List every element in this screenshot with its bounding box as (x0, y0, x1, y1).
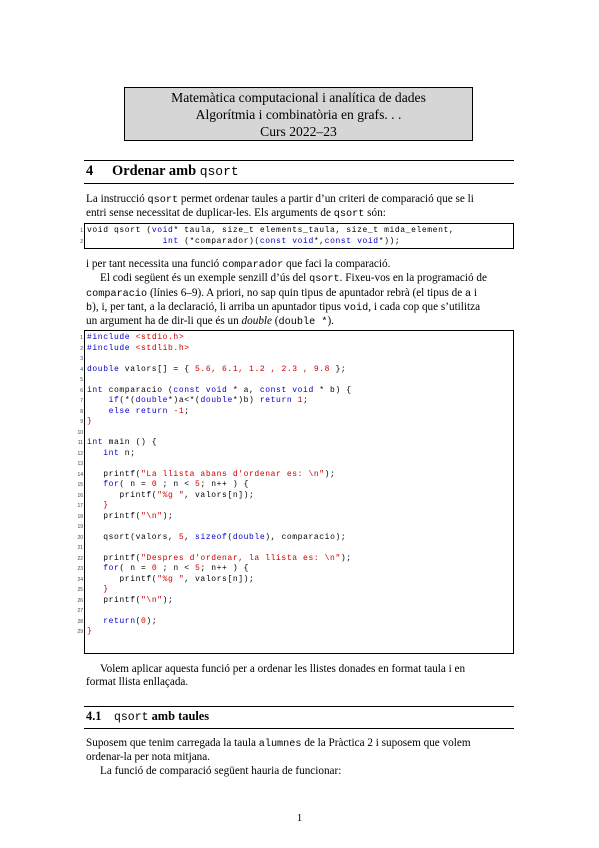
text: permet ordenar taules a partir d’un criteri de comparació que se li (178, 193, 474, 205)
document-title-box (124, 87, 473, 141)
inline-code: qsort (147, 195, 179, 206)
code-line (77, 564, 513, 575)
inline-code: alumnes (258, 739, 302, 750)
text: Volem aplicar aquesta funció per a ordenar les llistes donades en format taula i en (100, 663, 466, 675)
explanation-paragraph (86, 258, 514, 329)
line-number: 18 (77, 513, 83, 520)
line-number: 4 (80, 366, 83, 373)
text: La funció de comparació següent hauria de funcionar: (100, 764, 342, 777)
text: ). (327, 315, 334, 328)
code-text: qsort(valors, 5, sizeof(double), comparacio); (87, 532, 347, 542)
section-rule-top (84, 160, 514, 161)
code-line (80, 333, 513, 344)
code-line (80, 343, 513, 355)
code-text: for( n = 0 ; n < 5; n++ ) { (103, 480, 250, 489)
subsection-number: 4.1 (86, 709, 102, 723)
code-text: else return -1; (108, 406, 190, 416)
text: ( (272, 315, 279, 328)
page-number: 1 (296, 812, 303, 824)
code-line (77, 428, 513, 439)
section-4-1-heading (86, 709, 209, 724)
text: El codi següent és un exemple senzill d’ús del (100, 272, 310, 285)
text: La instrucció (86, 193, 148, 205)
code-line (77, 574, 513, 586)
line-number: 12 (77, 450, 83, 457)
code-line (77, 490, 513, 502)
text: entri sense necessitat de duplicar-les. Els arguments de (86, 207, 334, 220)
code-line (77, 532, 513, 544)
code-line (80, 226, 513, 237)
inline-code: a (465, 288, 472, 300)
code-text: for( n = 0 ; n < 5; n++ ) { (103, 564, 250, 573)
course-year: Curs 2022–23 (260, 124, 337, 139)
inline-code: qsort (333, 209, 365, 221)
line-number: 25 (77, 587, 83, 593)
inline-code: double * (278, 317, 328, 329)
line-number: 2 (80, 238, 83, 245)
line-number: 11 (77, 440, 83, 446)
line-number: 3 (80, 356, 83, 362)
text: i (471, 286, 478, 299)
section-title-text: Ordenar amb (112, 163, 200, 179)
code-text: #include <stdlib.h> (87, 343, 190, 353)
line-number: 6 (80, 387, 83, 394)
code-text: void qsort (void* taula, size_t elements_taula, size_t mida_element, (87, 226, 455, 235)
line-number: 15 (77, 482, 83, 488)
text: que faci la comparació. (283, 258, 391, 270)
line-number: 28 (77, 618, 83, 625)
code-text: printf("Despres d'ordenar, la llista es: \n"); (87, 553, 352, 563)
document-subtitle: Algorítmia i combinatòria en grafs. . . (195, 107, 402, 122)
line-number: 27 (77, 608, 83, 614)
line-number: 26 (77, 597, 83, 604)
line-number: 20 (77, 534, 83, 541)
code-text: double valors[] = { 5.6, 6.1, 1.2 , 2.3 , 9.8 }; (87, 364, 347, 374)
line-number: 1 (80, 228, 83, 234)
code-text: } (87, 417, 93, 426)
code-line (80, 236, 513, 248)
code-line (77, 438, 513, 449)
code-text: } (103, 501, 109, 510)
code-text: #include <stdio.h> (87, 333, 185, 342)
code-line (77, 595, 513, 607)
code-listing-signature (80, 223, 514, 249)
code-line (77, 480, 513, 491)
line-number: 7 (80, 398, 83, 404)
line-number: 14 (77, 471, 83, 478)
code-text: printf("\n"); (87, 595, 174, 605)
line-number: 17 (77, 503, 83, 509)
inline-code: b (86, 302, 93, 314)
code-line (77, 448, 513, 460)
code-text: } (103, 585, 109, 594)
code-text: if(*(double*)a<*(double*)b) return 1; (108, 396, 309, 405)
code-text: int comparacio (const void * a, const void * b) { (87, 385, 352, 395)
text: un argument ha de dir-li que és un (86, 315, 242, 328)
line-number: 10 (77, 429, 83, 436)
inline-code: comparador (222, 260, 284, 271)
section-4-heading (86, 163, 239, 180)
text: ordenar-la per nota mitjana. (86, 751, 211, 764)
line-number: 21 (77, 545, 83, 551)
code-line (80, 406, 513, 418)
subsection-title-code: qsort (114, 711, 149, 724)
line-number: 24 (77, 576, 83, 583)
course-title: Matemàtica computacional i analítica de dades (171, 90, 426, 105)
line-number: 2 (80, 345, 83, 352)
intro-paragraph (86, 193, 514, 222)
code-line (77, 616, 513, 628)
emphasis: double (241, 315, 272, 328)
line-number: 9 (80, 419, 83, 425)
code-text: } (87, 627, 93, 636)
code-line (77, 459, 513, 470)
code-text: int (*comparador)(const void*,const void*)); (162, 236, 401, 246)
line-number: 23 (77, 566, 83, 572)
text: i per tant necessita una funció (86, 258, 223, 270)
subsection-rule-top (84, 706, 514, 707)
code-line (80, 417, 513, 428)
code-text: return(0); (103, 616, 158, 626)
line-number: 19 (77, 524, 83, 530)
code-text: int main () { (87, 438, 158, 447)
line-number: 13 (77, 461, 83, 467)
code-line (80, 364, 513, 376)
section-title-code: qsort (199, 164, 239, 179)
text: , i cada cop que s’utilitza (368, 300, 481, 313)
text: . Fixeu-vos en la programació de (339, 272, 487, 285)
text: són: (364, 207, 386, 220)
code-line (77, 543, 513, 554)
inline-code: comparacio (86, 288, 148, 300)
subsection-paragraph (86, 737, 514, 778)
line-number: 29 (77, 629, 83, 635)
line-number: 22 (77, 555, 83, 562)
code-line (80, 385, 513, 397)
text: format llista enllaçada. (86, 676, 189, 689)
code-line (80, 375, 513, 386)
code-line (77, 501, 513, 512)
code-line (77, 511, 513, 523)
inline-code: qsort (309, 274, 340, 286)
code-line (77, 585, 513, 596)
code-text: printf("\n"); (87, 511, 174, 521)
closing-paragraph (86, 663, 514, 690)
line-number: 16 (77, 492, 83, 499)
code-text: printf("%g ", valors[n]); (87, 574, 255, 584)
text: de la Pràctica 2 i suposem que volem (301, 737, 471, 749)
subsection-rule-bottom (84, 728, 514, 729)
code-listing-example (77, 330, 514, 654)
code-line (77, 553, 513, 565)
code-line (77, 469, 513, 481)
text: ), i, per tant, a la declaració, li arriba un apuntador tipus (92, 300, 344, 313)
code-line (80, 396, 513, 407)
text: (línies 6–9). A priori, no sap quin tipus de apuntador rebrà (el tipus de (147, 286, 465, 299)
inline-code: void (343, 302, 369, 314)
line-number: 1 (80, 335, 83, 341)
code-text: printf("La llista abans d'ordenar es: \n"); (87, 469, 336, 479)
code-text: printf("%g ", valors[n]); (87, 490, 255, 500)
section-number: 4 (86, 163, 94, 179)
code-line (77, 627, 513, 638)
code-line (77, 606, 513, 617)
line-number: 5 (80, 377, 83, 383)
section-rule-bottom (84, 183, 514, 184)
subsection-title-text: amb taules (148, 709, 210, 723)
code-line (77, 522, 513, 533)
code-line (80, 354, 513, 365)
text: Suposem que tenim carregada la taula (86, 737, 259, 749)
code-text: int n; (103, 448, 136, 458)
line-number: 8 (80, 408, 83, 415)
